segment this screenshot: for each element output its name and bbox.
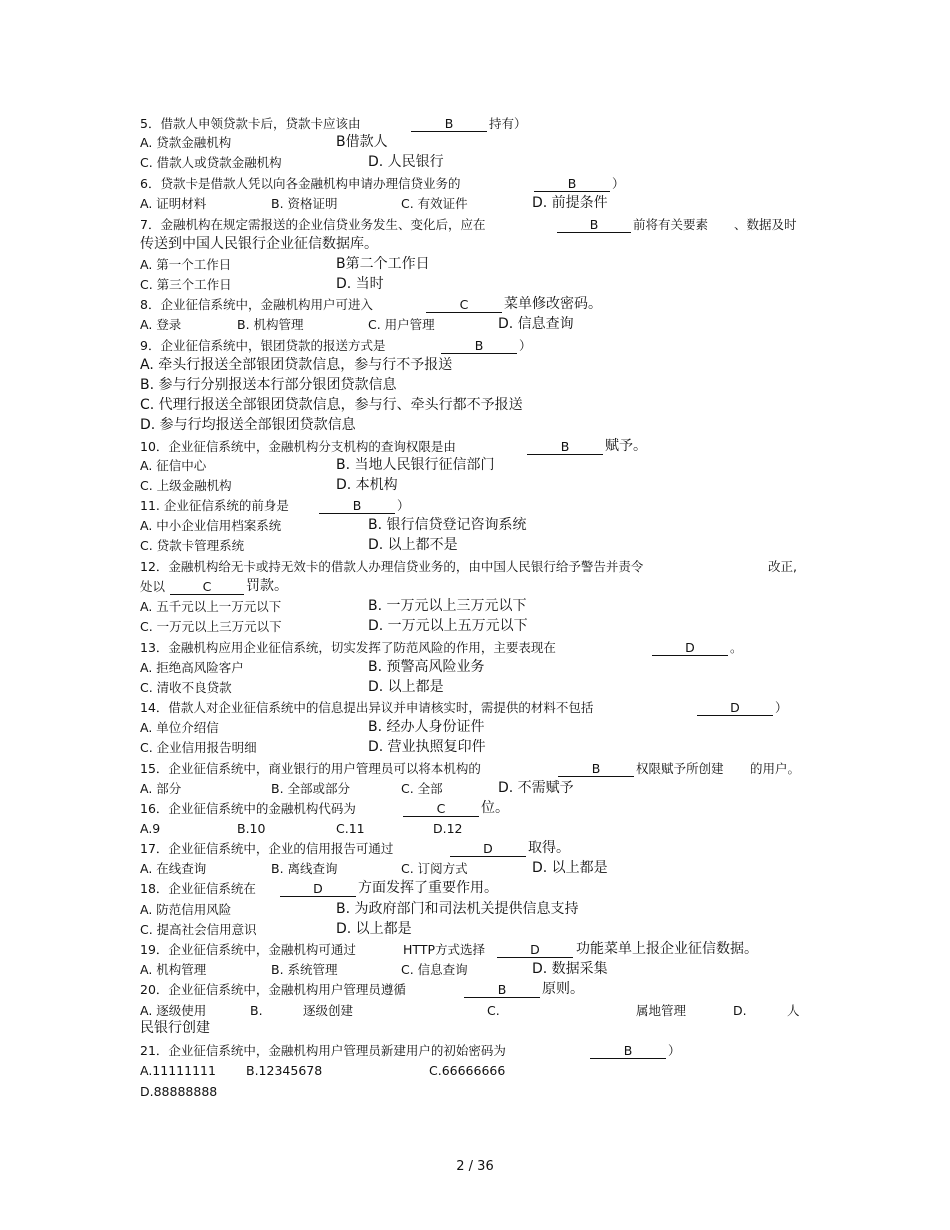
- option-12-b: B. 一万元以上三万元以下: [368, 598, 527, 614]
- question-18: 18．企业征信系统在: [140, 881, 256, 896]
- answer-blank-7: B: [557, 218, 631, 233]
- answer-blank-12: C: [170, 580, 244, 595]
- question-17-tail: 取得。: [528, 840, 570, 856]
- option-13-a: A. 拒绝高风险客户: [140, 660, 244, 675]
- option-17-d: D. 以上都是: [532, 860, 608, 876]
- option-9-c: C. 代理行报送全部银团贷款信息，参与行、牵头行都不予报送: [140, 397, 523, 413]
- option-15-b: B. 全部或部分: [271, 781, 351, 796]
- question-19-mid: HTTP方式选择: [403, 942, 485, 957]
- option-15-c: C. 全部: [401, 781, 443, 796]
- question-17: 17．企业征信系统中，企业的信用报告可通过: [140, 841, 394, 856]
- question-7-tail: 前将有关要素: [633, 217, 709, 232]
- option-20-b-letter: B.: [250, 1003, 263, 1018]
- question-6: 6．贷款卡是借款人凭以向各金融机构申请办理信贷业务的: [140, 176, 461, 191]
- question-20-tail: 原则。: [542, 981, 584, 997]
- question-11-tail: ）: [397, 498, 410, 513]
- option-5-b: B借款人: [336, 134, 388, 150]
- question-14: 14．借款人对企业征信系统中的信息提出异议并申请核实时，需提供的材料不包括: [140, 700, 594, 715]
- option-16-d: D.12: [433, 821, 463, 836]
- question-20: 20．企业征信系统中，金融机构用户管理员遵循: [140, 982, 406, 997]
- option-6-a: A. 证明材料: [140, 196, 207, 211]
- option-21-b: B.12345678: [246, 1063, 323, 1078]
- question-12-line-2: 处以: [140, 579, 166, 594]
- answer-blank-20: B: [464, 983, 540, 998]
- option-20-c: 属地管理: [636, 1003, 687, 1018]
- option-18-b: B. 为政府部门和司法机关提供信息支持: [336, 901, 579, 917]
- option-19-d: D. 数据采集: [532, 961, 608, 977]
- option-9-d: D. 参与行均报送全部银团贷款信息: [140, 417, 356, 433]
- option-13-d: D. 以上都是: [368, 679, 444, 695]
- answer-blank-6: B: [534, 177, 610, 192]
- option-16-b: B.10: [237, 821, 266, 836]
- option-13-c: C. 清收不良贷款: [140, 680, 232, 695]
- option-16-a: A.9: [140, 821, 161, 836]
- question-16: 16．企业征信系统中的金融机构代码为: [140, 801, 356, 816]
- answer-blank-18: D: [280, 882, 356, 897]
- option-19-c: C. 信息查询: [401, 962, 468, 977]
- option-14-a: A. 单位介绍信: [140, 720, 219, 735]
- option-9-b: B. 参与行分别报送本行部分银团贷款信息: [140, 377, 397, 393]
- question-7-tail-2: 、数据及时: [734, 217, 797, 232]
- question-5-tail: 持有）: [489, 116, 527, 131]
- question-21-tail: ）: [668, 1043, 681, 1058]
- option-20-c-letter: C.: [487, 1003, 500, 1018]
- option-20-b: 逐级创建: [303, 1003, 354, 1018]
- answer-blank-17: D: [450, 842, 526, 857]
- option-20-d-cont: 民银行创建: [140, 1020, 210, 1036]
- option-20-d-letter: D.: [733, 1003, 747, 1018]
- question-8: 8．企业征信系统中，金融机构用户可进入: [140, 297, 373, 312]
- option-7-d: D. 当时: [336, 276, 384, 292]
- option-18-c: C. 提高社会信用意识: [140, 922, 257, 937]
- option-18-d: D. 以上都是: [336, 921, 412, 937]
- answer-blank-11: B: [319, 499, 395, 514]
- option-5-d: D. 人民银行: [368, 154, 444, 170]
- question-5: 5．借款人申领贷款卡后，贷款卡应该由: [140, 116, 361, 131]
- option-19-a: A. 机构管理: [140, 962, 207, 977]
- option-5-c: C. 借款人或贷款金融机构: [140, 155, 282, 170]
- option-10-a: A. 征信中心: [140, 458, 207, 473]
- page-number: 2 / 36: [456, 1159, 494, 1174]
- answer-blank-14: D: [697, 701, 773, 716]
- answer-blank-21: B: [590, 1044, 666, 1059]
- option-13-b: B. 预警高风险业务: [368, 659, 485, 675]
- option-8-a: A. 登录: [140, 317, 182, 332]
- option-11-c: C. 贷款卡管理系统: [140, 538, 245, 553]
- question-12-tail-2: 罚款。: [246, 578, 288, 594]
- option-7-a: A. 第一个工作日: [140, 257, 232, 272]
- option-8-d: D. 信息查询: [498, 316, 574, 332]
- option-9-a: A. 牵头行报送全部银团贷款信息，参与行不予报送: [140, 357, 453, 373]
- option-20-d: 人: [787, 1003, 800, 1018]
- option-21-c: C.66666666: [429, 1063, 506, 1078]
- option-15-d: D. 不需赋予: [498, 780, 574, 796]
- question-8-tail: 菜单修改密码。: [504, 296, 602, 312]
- option-18-a: A. 防范信用风险: [140, 902, 232, 917]
- question-13: 13．金融机构应用企业征信系统，切实发挥了防范风险的作用，主要表现在: [140, 640, 556, 655]
- question-10: 10．企业征信系统中，金融机构分支机构的查询权限是由: [140, 439, 456, 454]
- answer-blank-16: C: [403, 802, 479, 817]
- option-17-a: A. 在线查询: [140, 861, 207, 876]
- option-12-a: A. 五千元以上一万元以下: [140, 599, 282, 614]
- option-14-d: D. 营业执照复印件: [368, 739, 486, 755]
- option-15-a: A. 部分: [140, 781, 182, 796]
- question-15-tail-2: 的用户。: [750, 761, 801, 776]
- question-12: 12．金融机构给无卡或持无效卡的借款人办理信贷业务的，由中国人民银行给予警告并责令: [140, 559, 644, 574]
- option-10-c: C. 上级金融机构: [140, 478, 232, 493]
- question-7: 7．金融机构在规定需报送的企业信贷业务发生、变化后，应在: [140, 217, 486, 232]
- question-11: 11. 企业征信系统的前身是: [140, 498, 289, 513]
- question-21: 21．企业征信系统中，金融机构用户管理员新建用户的初始密码为: [140, 1043, 506, 1058]
- option-8-b: B. 机构管理: [237, 317, 304, 332]
- question-15-tail: 权限赋予所创建: [636, 761, 724, 776]
- question-10-tail: 赋予。: [605, 438, 647, 454]
- answer-blank-15: B: [558, 762, 634, 777]
- option-20-a: A. 逐级使用: [140, 1003, 207, 1018]
- option-5-a: A. 贷款金融机构: [140, 135, 232, 150]
- question-7-line-2: 传送到中国人民银行企业征信数据库。: [140, 236, 378, 252]
- answer-blank-5: B: [411, 117, 487, 132]
- answer-blank-10: B: [527, 440, 603, 455]
- option-10-b: B. 当地人民银行征信部门: [336, 457, 495, 473]
- question-19-tail: 功能菜单上报企业征信数据。: [576, 941, 758, 957]
- option-21-a: A.11111111: [140, 1063, 216, 1078]
- option-14-b: B. 经办人身份证件: [368, 719, 485, 735]
- question-12-tail: 改正,: [768, 559, 797, 574]
- question-18-tail: 方面发挥了重要作用。: [358, 880, 498, 896]
- option-12-d: D. 一万元以上五万元以下: [368, 618, 528, 634]
- option-6-d: D. 前提条件: [532, 195, 608, 211]
- option-11-d: D. 以上都不是: [368, 537, 458, 553]
- answer-blank-8: C: [426, 298, 502, 313]
- option-14-c: C. 企业信用报告明细: [140, 740, 257, 755]
- option-6-c: C. 有效证件: [401, 196, 468, 211]
- option-8-c: C. 用户管理: [368, 317, 435, 332]
- option-12-c: C. 一万元以上三万元以下: [140, 619, 282, 634]
- answer-blank-13: D: [652, 641, 728, 656]
- option-11-b: B. 银行信贷登记咨询系统: [368, 517, 527, 533]
- option-21-d: D.88888888: [140, 1084, 218, 1099]
- option-6-b: B. 资格证明: [271, 196, 338, 211]
- question-9: 9．企业征信系统中，银团贷款的报送方式是: [140, 338, 386, 353]
- question-16-tail: 位。: [481, 800, 509, 816]
- option-17-b: B. 离线查询: [271, 861, 338, 876]
- question-14-tail: ）: [775, 700, 788, 715]
- question-9-tail: ）: [519, 338, 532, 353]
- option-17-c: C. 订阅方式: [401, 861, 468, 876]
- answer-blank-9: B: [441, 339, 517, 354]
- option-10-d: D. 本机构: [336, 477, 398, 493]
- option-7-b: B第二个工作日: [336, 256, 430, 272]
- question-19: 19．企业征信系统中，金融机构可通过: [140, 942, 356, 957]
- question-13-tail: 。: [730, 640, 743, 655]
- option-16-c: C.11: [336, 821, 365, 836]
- option-7-c: C. 第三个工作日: [140, 277, 232, 292]
- option-19-b: B. 系统管理: [271, 962, 338, 977]
- question-6-tail: ）: [612, 176, 625, 191]
- option-11-a: A. 中小企业信用档案系统: [140, 518, 282, 533]
- question-15: 15．企业征信系统中，商业银行的用户管理员可以将本机构的: [140, 761, 481, 776]
- answer-blank-19: D: [497, 943, 573, 958]
